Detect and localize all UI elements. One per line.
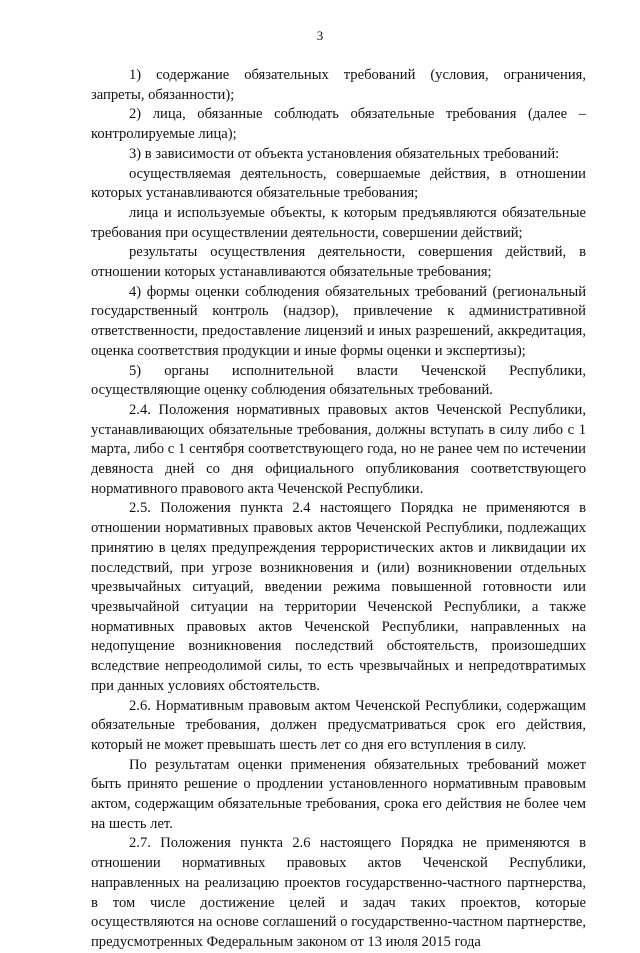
paragraph-assessment-forms: 4) формы оценки соблюдения обязательных требований (региональный государственный контроль (надзор), привлечение к административной ответственности, предоставление лицензий и иных разрешений, аккредитация, оценка соответствия продукции и иные формы оценки и экспертизы); [91, 283, 586, 359]
paragraph-controlled-persons: 2) лица, обязанные соблюдать обязательные требования (далее – контролируемые лица); [91, 106, 586, 143]
paragraph-object-dependency: 3) в зависимости от объекта установления обязательных требований: [129, 145, 560, 162]
paragraph-obligation-content: 1) содержание обязательных требований (условия, ограничения, запреты, обязанности); [91, 67, 586, 103]
document-body [91, 66, 586, 953]
paragraph-extension: По результатам оценки применения обязательных требований может быть принято решение о продлении установленного нормативным правовым актом, содержащим обязательные требования, срока его действия не более чем на шесть лет. [91, 756, 586, 832]
paragraph-results: результаты осуществления деятельности, совершения действий, в отношении которых устанавливаются обязательные требования; [91, 244, 586, 281]
paragraph-2-6: 2.6. Нормативным правовым актом Чеченской Республики, содержащим обязательные требования, должен предусматриваться срок его действия, который не может превышать шесть лет со дня его вступления в силу. [91, 697, 586, 753]
paragraph-2-7: 2.7. Положения пункта 2.6 настоящего Порядка не применяются в отношении нормативных правовых актов Чеченской Республики, направленных на реализацию проектов государственно-частного партнерства, в том числе достижение целей и задач таких проектов, которые осуществляются на основе соглашений о государственно-частном партнерстве, предусмотренных Федеральным законом от 13 июля 2015 года [91, 835, 586, 950]
paragraph-2-4: 2.4. Положения нормативных правовых актов Чеченской Республики, устанавливающих обязательные требования, должны вступать в силу либо с 1 марта, либо с 1 сентября соответствующего года, но не ранее чем по истечении девяноста дней со дня официального опубликования соответствующего нормативного правового акта Чеченской Республики. [91, 401, 586, 497]
paragraph-activities: осуществляемая деятельность, совершаемые действия, в отношении которых устанавливаются обязательные требования; [91, 165, 586, 202]
paragraph-2-5: 2.5. Положения пункта 2.4 настоящего Порядка не применяются в отношении нормативных правовых актов Чеченской Республики, подлежащих принятию в целях предупреждения террористических актов и ликвидации их последствий, при угрозе возникновения и (или) возникновении отдельных чрезвычайных ситуаций, введении режима повышенной готовности или чрезвычайной ситуации на территории Чеченской Республики, а также нормативных правовых актов Чеченской Республики, направленных на недопущение возникновения последствий обстоятельств, произошедших вследствие непреодолимой силы, то есть чрезвычайных и непредотвратимых при данных условиях обстоятельств. [91, 500, 586, 694]
paragraph-persons-objects: лица и используемые объекты, к которым предъявляются обязательные требования при осуществлении деятельности, совершении действий; [91, 204, 586, 241]
paragraph-executive-bodies: 5) органы исполнительной власти Чеченской Республики, осуществляющие оценку соблюдения обязательных требований. [91, 362, 586, 399]
page-number: 3 [316, 28, 324, 43]
